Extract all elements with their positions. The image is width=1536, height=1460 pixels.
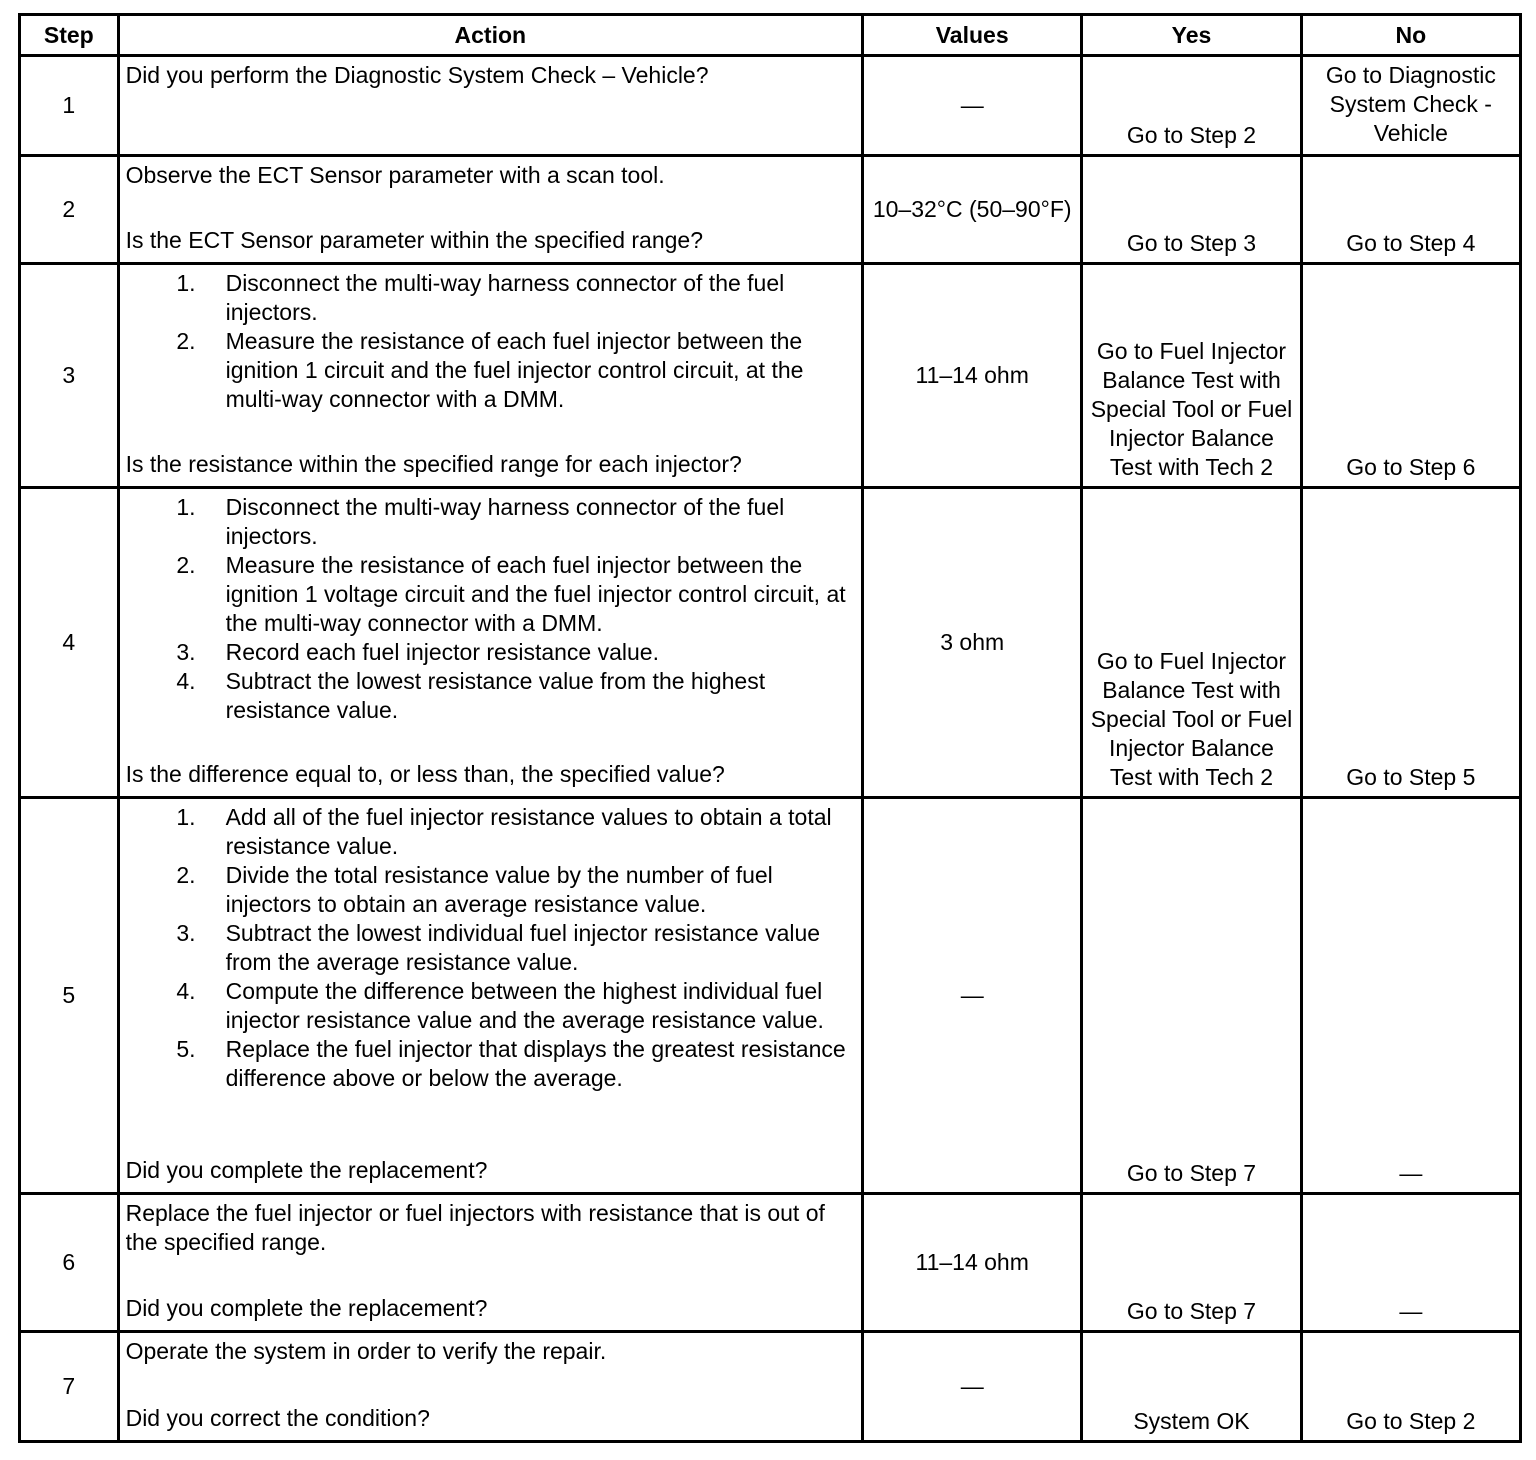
action-question: Is the resistance within the specified range for each injector? (125, 451, 742, 477)
action-question: Is the ECT Sensor parameter within the specified range? (125, 227, 704, 253)
values-cell: 3 ohm (863, 488, 1082, 798)
action-cell (118, 156, 862, 264)
list-text: Add all of the fuel injector resistance values to obtain a total resistance value. (225, 804, 832, 859)
action-question: Did you complete the replacement? (125, 1157, 488, 1183)
list-item (126, 327, 855, 414)
table-row (20, 264, 1521, 488)
no-cell: — (1301, 798, 1520, 1194)
list-number: 1. (176, 270, 196, 296)
yes-cell: Go to Step 2 (1082, 56, 1301, 156)
list-item (126, 551, 855, 638)
list-item (126, 269, 855, 327)
list-item (126, 803, 855, 861)
action-cell (118, 264, 862, 488)
table-row (20, 488, 1521, 798)
list-number: 2. (176, 862, 196, 888)
list-number: 3. (176, 920, 196, 946)
header-yes: Yes (1082, 15, 1301, 56)
diagnostic-table (18, 13, 1522, 1443)
values-cell: 10–32°C (50–90°F) (863, 156, 1082, 264)
no-cell: Go to Diagnostic System Check - Vehicle (1301, 56, 1520, 156)
action-text: Operate the system in order to verify the repair. (125, 1338, 607, 1364)
list-text: Compute the difference between the highest individual fuel injector resistance value and the average resistance value. (225, 978, 824, 1033)
yes-cell: Go to Step 3 (1082, 156, 1301, 264)
list-number: 4. (176, 668, 196, 694)
list-item (126, 861, 855, 919)
list-item (126, 493, 855, 551)
step-number: 7 (20, 1332, 119, 1442)
list-number: 5. (176, 1036, 196, 1062)
no-cell: Go to Step 2 (1301, 1332, 1520, 1442)
header-no: No (1301, 15, 1520, 56)
table-row (20, 1194, 1521, 1332)
list-text: Measure the resistance of each fuel injector between the ignition 1 circuit and the fuel injector control circuit, at the multi-way connector with a DMM. (225, 328, 804, 412)
action-cell (118, 798, 862, 1194)
header-values: Values (863, 15, 1082, 56)
values-cell: 11–14 ohm (863, 1194, 1082, 1332)
list-number: 4. (176, 978, 196, 1004)
list-number: 1. (176, 494, 196, 520)
yes-cell: Go to Step 7 (1082, 1194, 1301, 1332)
table-row (20, 56, 1521, 156)
list-number: 2. (176, 328, 196, 354)
action-text: Did you perform the Diagnostic System Check – Vehicle? (125, 62, 709, 88)
yes-cell: Go to Step 7 (1082, 798, 1301, 1194)
action-steps-list (126, 493, 855, 725)
list-text: Disconnect the multi-way harness connector of the fuel injectors. (225, 494, 785, 549)
step-number: 6 (20, 1194, 119, 1332)
yes-cell: Go to Fuel Injector Balance Test with Special Tool or Fuel Injector Balance Test with Tech 2 (1082, 488, 1301, 798)
step-number: 2 (20, 156, 119, 264)
header-step: Step (20, 15, 119, 56)
list-item (126, 977, 855, 1035)
yes-cell: Go to Fuel Injector Balance Test with Special Tool or Fuel Injector Balance Test with Tech 2 (1082, 264, 1301, 488)
list-text: Divide the total resistance value by the number of fuel injectors to obtain an average resistance value. (225, 862, 773, 917)
list-text: Record each fuel injector resistance value. (225, 639, 659, 665)
list-text: Disconnect the multi-way harness connector of the fuel injectors. (225, 270, 785, 325)
values-cell: — (863, 798, 1082, 1194)
list-item (126, 638, 855, 667)
action-text: Observe the ECT Sensor parameter with a scan tool. (125, 162, 665, 188)
action-steps-list (126, 803, 855, 1093)
values-cell: — (863, 1332, 1082, 1442)
step-number: 4 (20, 488, 119, 798)
no-cell: Go to Step 6 (1301, 264, 1520, 488)
header-row (20, 15, 1521, 56)
header-action: Action (118, 15, 862, 56)
action-cell (118, 1194, 862, 1332)
values-cell: 11–14 ohm (863, 264, 1082, 488)
table-row (20, 156, 1521, 264)
list-text: Subtract the lowest resistance value from the highest resistance value. (225, 668, 766, 723)
list-text: Replace the fuel injector that displays the greatest resistance difference above or below the average. (225, 1036, 846, 1091)
action-question: Did you correct the condition? (125, 1405, 430, 1431)
action-question: Did you complete the replacement? (125, 1295, 488, 1321)
yes-cell: System OK (1082, 1332, 1301, 1442)
list-number: 3. (176, 639, 196, 665)
list-item (126, 1035, 855, 1093)
no-cell: Go to Step 4 (1301, 156, 1520, 264)
list-text: Subtract the lowest individual fuel injector resistance value from the average resistance value. (225, 920, 821, 975)
no-cell: Go to Step 5 (1301, 488, 1520, 798)
action-cell (118, 1332, 862, 1442)
table-row (20, 1332, 1521, 1442)
no-cell: — (1301, 1194, 1520, 1332)
step-number: 5 (20, 798, 119, 1194)
list-item (126, 667, 855, 725)
action-steps-list (126, 269, 855, 414)
list-number: 1. (176, 804, 196, 830)
list-number: 2. (176, 552, 196, 578)
values-cell: — (863, 56, 1082, 156)
list-text: Measure the resistance of each fuel injector between the ignition 1 voltage circuit and the fuel injector control circuit, at the multi-way connector with a DMM. (225, 552, 846, 636)
action-cell (118, 488, 862, 798)
diagnostic-table-wrapper (18, 13, 1522, 1443)
action-cell (118, 56, 862, 156)
action-question: Is the difference equal to, or less than, the specified value? (125, 761, 725, 787)
step-number: 3 (20, 264, 119, 488)
list-item (126, 919, 855, 977)
step-number: 1 (20, 56, 119, 156)
table-row (20, 798, 1521, 1194)
action-text: Replace the fuel injector or fuel injectors with resistance that is out of the specified range. (125, 1200, 825, 1255)
